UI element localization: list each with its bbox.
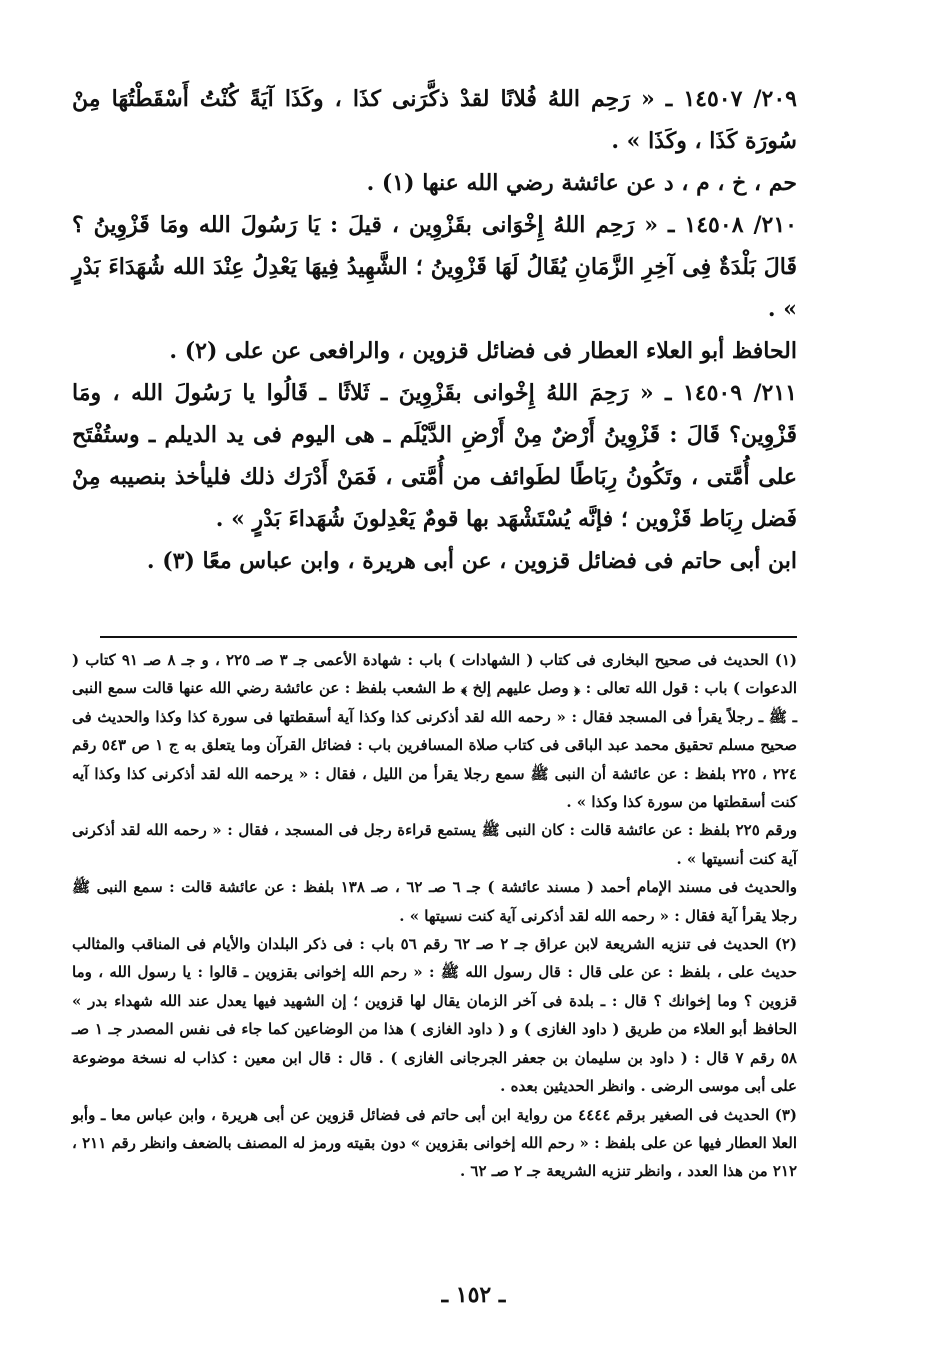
hadith-211-text: ٢١١/ ١٤٥٠٩ ـ « رَحِمَ اللهُ إِخْوانى بقَزْوِينَ ـ ثَلاثًا ـ قَالُوا يا رَسُولَ الله ، ومَا قَزْوِين؟ قَالَ : قَزْوِينُ أَرْضٌ مِنْ أَرْضِ الدَّيْلَم ـ هى اليوم فى يد الديلم ـ وستُفْتَح على أُمَّتى ، وتَكُونُ رِبَاطًا لطَوائف من أُمَّتى ، فَمَنْ أَدْرَك ذلك فليأخذ بنصيبه مِنْ فَضل رِبَاط قَزْوين ؛ فإنَّه يُسْتَشْهَد بها قومٌ يَعْدِلونَ شُهَداءَ بَدْرٍ » .	[72, 380, 797, 532]
footnote-1: (١) الحديث فى صحيح البخارى فى كتاب ( الشهادات ) باب : شهادة الأعمى جـ ٣ صـ ٢٢٥ ، و جـ ٨ صـ ٩١ كتاب ( الدعوات ) باب : قول الله تعالى : ﴿ وصل عليهم إلخ ﴾ ط الشعب بلفظ : عن عائشة رضي الله عنها قالت سمع النبى ـ ﷺ ـ رجلاً يقرأ فى المسجد فقال : « رحمه الله لقد أذكرنى كذا وكذا آية أسقطتها فى سورة كذا وكذا والحديث فى صحيح مسلم تحقيق محمد عبد الباقى فى كتاب صلاة المسافرين باب : فضائل القرآن وما يتعلق به ج ١ ص ٥٤٣ رقم ٢٢٤ ، ٢٢٥ بلفظ : عن عائشة أن النبى ﷺ سمع رجلا يقرأ من الليل ، فقال : « يرحمه الله لقد أذكرنى كذا وكذا آيه كنت أسقطتها من سورة كذا وكذا » .	[72, 651, 798, 812]
footnotes-section	[72, 646, 797, 1186]
hadith-section	[72, 78, 797, 582]
page-number: ـ ١٥٢ ـ	[441, 1282, 506, 1308]
footnote-2: (٢) الحديث فى تنزيه الشريعة لابن عراق جـ ٢ صـ ٦٢ رقم ٥٦ باب : فى ذكر البلدان والأيام فى المناقب والمثالب حديث على ، بلفظ : عن على قال : قال رسول الله ﷺ : « رحم الله إخوانى بقزوين ـ قالوا : يا رسول الله ، وما قزوين ؟ وما إخوانك ؟ قال : ـ بلدة فى آخر الزمان يقال لها قزوين ؛ إن الشهيد فيها يعدل عند الله شهداء بدر » الحافظ أبو العلاء من طريق ( داود الغازى ) و ( داود الغازى ) هذا من الوضاعين كما جاء فى نفس المصدر جـ ١ صـ ٥٨ رقم ٧ قال : ( داود بن سليمان بن جعفر الجرجانى الغازى ) . قال : قال ابن معين : كذاب له نسخة موضوعة على أبى موسى الرضى . وانظر الحديثين بعده .	[72, 935, 798, 1096]
hadith-209-source: حم ، خ ، م ، د عن عائشة رضي الله عنها (١) .	[366, 170, 797, 196]
hadith-210-text: ٢١٠/ ١٤٥٠٨ ـ « رَحِم اللهُ إِخْوَانى بقَزْوِين ، قيلَ : يَا رَسُولَ الله ومَا قَزْوِينُ ؟ قَالَ بَلْدَةٌ فِى آخِرِ الزَّمَانِ يُقَالُ لَهَا قَزْوِينُ ؛ الشَّهِيدُ فِيهَا يَعْدِلُ عِنْدَ الله شُهَدَاءَ بَدْرٍ » .	[72, 212, 797, 322]
hadith-210-source: الحافظ أبو العلاء العطار فى فضائل قزوين ، والرافعى عن على (٢) .	[169, 338, 797, 364]
footnote-3: (٣) الحديث فى الصغير برقم ٤٤٤٤ من رواية ابن أبى حاتم فى فضائل قزوين عن أبى هريرة ، وابن عباس معا ـ وأبو العلا العطار فيها عن على بلفظ : « رحم الله إخوانى بقزوين » دون بقيته ورمز له المصنف بالضعف وانظر رقم ٢١١ ، ٢١٢ من هذا العدد ، وانظر تنزيه الشريعة جـ ٢ صـ ٦٢ .	[72, 1105, 798, 1181]
hadith-211-source: ابن أبى حاتم فى فضائل قزوين ، عن أبى هريرة ، وابن عباس معًا (٣) .	[146, 548, 797, 574]
hadith-209-text: ٢٠٩/ ١٤٥٠٧ ـ « رَحِم اللهُ فُلانًا لقدْ ذكَّرَنى كذَا ، وكَذَا آيَةً كُنْتُ أَسْقَطْتُهَا مِنْ سُورَة كَذَا ، وكَذَا » .	[72, 86, 797, 154]
footnote-1-continued-b: والحديث فى مسند الإمام أحمد ( مسند عائشة ) جـ ٦ صـ ٦٢ ، صـ ١٣٨ بلفظ : عن عائشة قالت : سمع النبى ﷺ رجلا يقرأ آية فقال : « رحمه الله لقد أذكرنى آية كنت نسيتها » .	[72, 878, 798, 925]
footnote-1-continued-a: ورقم ٢٢٥ بلفظ : عن عائشة قالت : كان النبى ﷺ يستمع قراءة رجل فى المسجد ، فقال : « رحمه الله لقد أذكرنى آية كنت أنسيتها » .	[72, 821, 797, 868]
footnote-separator	[100, 636, 797, 638]
